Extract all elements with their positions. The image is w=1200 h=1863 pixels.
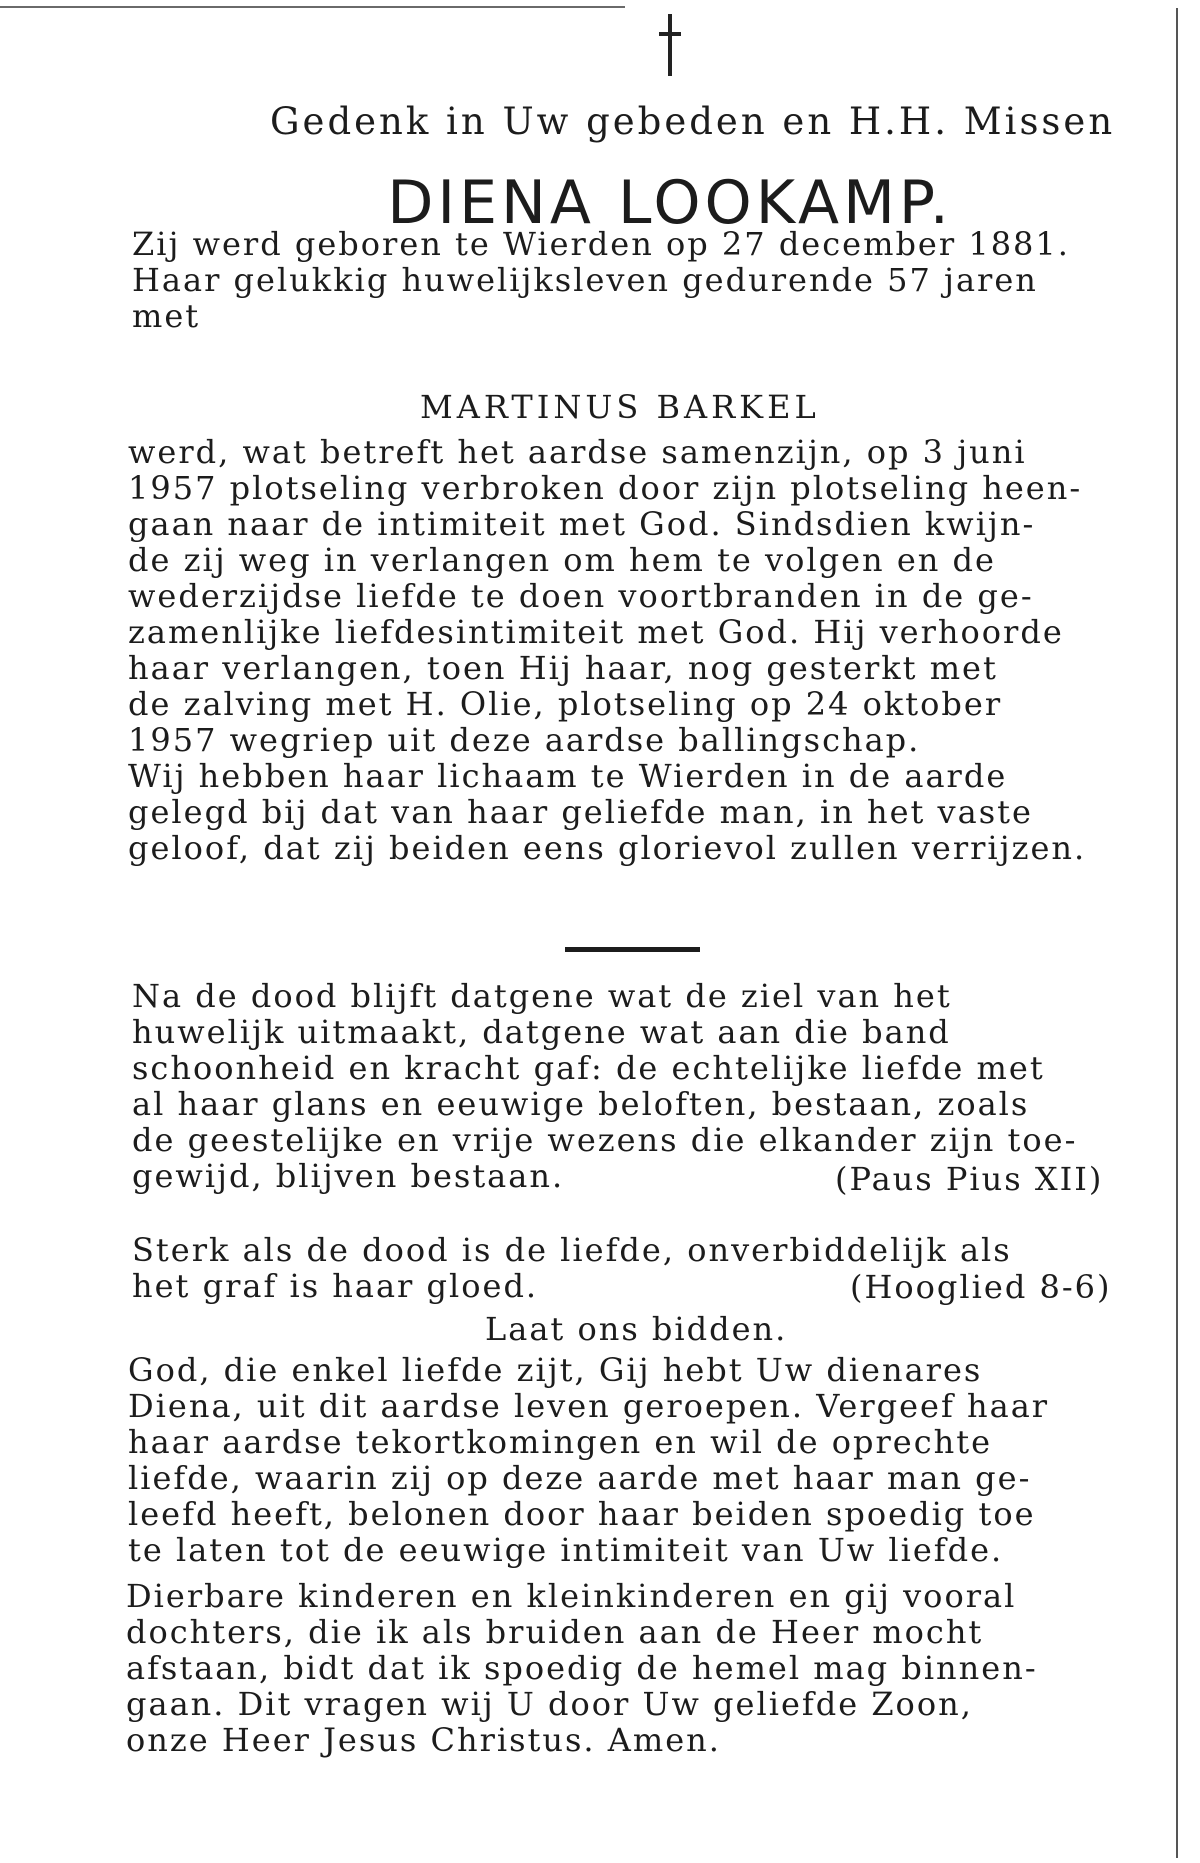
story-line: de zij weg in verlangen om hem te volgen en de (128, 541, 996, 579)
prayer-line: liefde, waarin zij op deze aarde met haar man ge- (128, 1459, 1032, 1497)
prayer-line: God, die enkel liefde zijt, Gij hebt Uw dienares (128, 1351, 983, 1389)
closing-paragraph (126, 1578, 1038, 1758)
quote-line: Na de dood blijft datgene wat de ziel van het (132, 977, 952, 1015)
quote-line: gewijd, blijven bestaan. (132, 1157, 565, 1195)
verse-attribution: (Hooglied 8-6) (850, 1268, 1112, 1306)
closing-line: Dierbare kinderen en kleinkinderen en gij vooral (126, 1577, 1017, 1615)
prayer-paragraph (128, 1352, 1049, 1568)
verse-line: Sterk als de dood is de liefde, onverbiddelijk als (132, 1231, 1012, 1269)
story-line: zamenlijke liefdesintimiteit met God. Hij verhoorde (128, 613, 1064, 651)
story-line: wederzijdse liefde te doen voortbranden in de ge- (128, 577, 1034, 615)
story-line: de zalving met H. Olie, plotseling op 24 oktober (128, 685, 1003, 723)
bio-line: Haar gelukkig huwelijksleven gedurende 57 jaren (132, 261, 1038, 299)
story-line: 1957 wegriep uit deze aardse ballingschap. (128, 721, 921, 759)
quote-line: schoonheid en kracht gaf: de echtelijke liefde met (132, 1049, 1045, 1087)
prayer-line: Diena, uit dit aardse leven geroepen. Vergeef haar (128, 1387, 1050, 1425)
quote-line: de geestelijke en vrije wezens die elkander zijn toe- (132, 1121, 1078, 1159)
prayer-line: leefd heeft, belonen door haar beiden spoedig toe (128, 1495, 1036, 1533)
prayer-line: haar aardse tekortkomingen en wil de oprechte (128, 1423, 993, 1461)
quote-line: al haar glans en eeuwige beloften, bestaan, zoals (132, 1085, 1030, 1123)
story-line: werd, wat betreft het aardse samenzijn, op 3 juni (128, 433, 1027, 471)
story-line: geloof, dat zij beiden eens glorievol zullen verrijzen. (128, 829, 1087, 867)
verse-line: het graf is haar gloed. (132, 1267, 539, 1305)
story-line: Wij hebben haar lichaam te Wierden in de aarde (128, 757, 1008, 795)
story-line: 1957 plotseling verbroken door zijn plotseling heen- (128, 469, 1083, 507)
closing-line: afstaan, bidt dat ik spoedig de hemel mag binnen- (126, 1649, 1038, 1687)
prayer-line: te laten tot de eeuwige intimiteit van Uw liefde. (128, 1531, 1004, 1569)
prayer-title: Laat ons bidden. (485, 1310, 788, 1348)
closing-line: dochters, die ik als bruiden aan de Heer mocht (126, 1613, 984, 1651)
quote-line: huwelijk uitmaakt, datgene wat aan die band (132, 1013, 951, 1051)
story-line: haar verlangen, toen Hij haar, nog gesterkt met (128, 649, 998, 687)
story-line: gaan naar de intimiteit met God. Sindsdien kwijn- (128, 505, 1036, 543)
spouse-name: MARTINUS BARKEL (420, 388, 820, 426)
header-line: Gedenk in Uw gebeden en H.H. Missen (270, 100, 1116, 143)
section-divider (565, 947, 700, 952)
closing-line: gaan. Dit vragen wij U door Uw geliefde Zoon, (126, 1685, 973, 1723)
story-line: gelegd bij dat van haar geliefde man, in het vaste (128, 793, 1033, 831)
right-border-line (1176, 8, 1178, 1858)
quote-attribution: (Paus Pius XII) (835, 1160, 1104, 1198)
bio-line: Zij werd geboren te Wierden op 27 december 1881. (132, 225, 1070, 263)
bio-paragraph (132, 226, 1070, 334)
memorial-card (126, 0, 1170, 1863)
story-paragraph (128, 434, 1086, 866)
cross-icon (650, 14, 690, 84)
bio-line: met (132, 297, 201, 335)
closing-line: onze Heer Jesus Christus. Amen. (126, 1721, 721, 1759)
deceased-name: DIENA LOOKAMP. (387, 168, 953, 238)
